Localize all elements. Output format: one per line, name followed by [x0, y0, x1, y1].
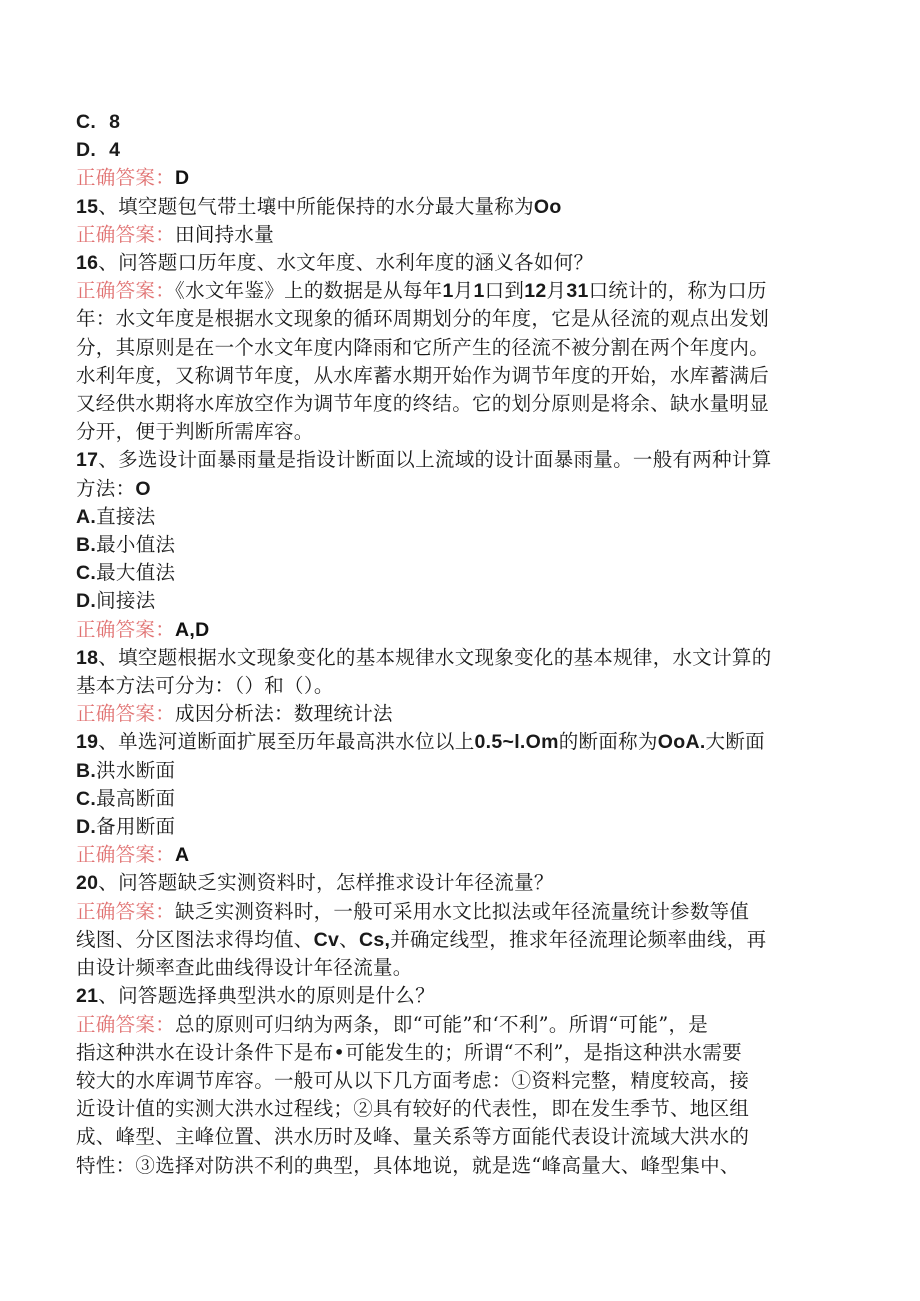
answer-label: 正确答案：	[76, 166, 176, 190]
option-letter: D.	[76, 590, 97, 613]
option-letter: B.	[76, 759, 97, 782]
answer-label: 正确答案：	[76, 899, 176, 923]
question-19	[76, 728, 846, 756]
question-text: 、多选设计面暴雨量是指设计断面以上流域的设计面暴雨量。一般有两种计算	[98, 448, 772, 472]
option-a	[76, 503, 846, 531]
answer-21	[76, 1011, 846, 1180]
answer-number: 1	[473, 280, 485, 303]
answer-value: D	[175, 167, 190, 190]
option-letter: C.	[76, 562, 97, 585]
question-text: 、单选河道断面扩展至历年最高洪水位以上	[98, 730, 475, 754]
question-21	[76, 982, 846, 1010]
answer-text: 近设计值的实测大洪水过程线；②具有较好的代表性，即在发生季节、地区组	[76, 1097, 750, 1121]
question-text: 、问答题缺乏实测资料时，怎样推求设计年径流量？	[98, 871, 554, 895]
option-d	[76, 813, 846, 841]
question-tail: Oo	[533, 195, 562, 218]
answer-text: 口统计的，称为口历	[588, 279, 767, 303]
question-text: 、问答题口历年度、水文年度、水利年度的涵义各如何？	[98, 251, 594, 275]
option-letter: D.	[76, 139, 97, 162]
question-range: 0.5~l.Om	[474, 731, 559, 754]
option-letter: C.	[76, 787, 97, 810]
answer-label: 正确答案：	[76, 279, 176, 303]
document-page	[76, 108, 846, 1180]
answer-value: 田间持水量	[175, 222, 275, 246]
question-15	[76, 193, 846, 221]
question-number: 19	[76, 731, 99, 754]
answer-text: 、	[339, 927, 359, 951]
answer-text: 分，其原则是在一个水文年度内降雨和它所产生的径流不被分割在两个年度内。	[76, 335, 770, 359]
answer-label: 正确答案：	[76, 843, 176, 867]
option-c	[76, 559, 846, 587]
answer-text: 特性：③选择对防洪不利的典型，具体地说，就是选“峰高量大、峰型集中、	[76, 1153, 740, 1177]
question-number: 17	[76, 449, 99, 472]
answer-value: A,D	[175, 618, 210, 641]
question-text: 基本方法可分为：（）和（）。	[76, 674, 334, 698]
answer-label: 正确答案：	[76, 702, 176, 726]
question-18	[76, 644, 846, 700]
answer-text: 年：水文年度是根据水文现象的循环周期划分的年度，它是从径流的观点出发划	[76, 307, 770, 331]
answer-number: 31	[566, 280, 589, 303]
question-tail: OoA.	[657, 731, 706, 754]
answer-text: 又经供水期将水库放空作为调节年度的终结。它的划分原则是将余、缺水量明显	[76, 392, 770, 416]
answer-text: 指这种洪水在设计条件下是布•可能发生的；所谓“不利”，是指这种洪水需要	[76, 1040, 742, 1064]
answer-text: 并确定线型，推求年径流理论频率曲线，再	[390, 927, 767, 951]
option-letter: B.	[76, 534, 97, 557]
answer-number: 1	[442, 280, 454, 303]
answer-15	[76, 221, 846, 249]
question-number: 15	[76, 195, 99, 218]
answer-17	[76, 616, 846, 644]
question-text: 、填空题根据水文现象变化的基本规律水文现象变化的基本规律，水文计算的	[98, 645, 772, 669]
question-20	[76, 869, 846, 897]
question-text: 、问答题选择典型洪水的原则是什么？	[98, 984, 435, 1008]
answer-symbol: Cv	[313, 928, 340, 951]
option-letter: D.	[76, 816, 97, 839]
question-number: 20	[76, 872, 99, 895]
answer-14	[76, 164, 846, 192]
question-tail: O	[135, 477, 151, 500]
option-c	[76, 108, 846, 136]
question-17	[76, 446, 846, 502]
answer-text: 分开，便于判断所需库容。	[76, 420, 314, 444]
option-text: 4	[109, 139, 121, 162]
answer-20	[76, 898, 846, 983]
option-b	[76, 757, 846, 785]
option-text: 最高断面	[96, 786, 176, 810]
answer-text: 较大的水库调节库容。一般可从以下几方面考虑：①资料完整，精度较高，接	[76, 1068, 750, 1092]
answer-text: 口到	[484, 279, 525, 303]
answer-value: 成因分析法：数理统计法	[175, 702, 393, 726]
question-text: 、填空题包气带土壤中所能保持的水分最大量称为	[98, 194, 534, 218]
question-number: 16	[76, 252, 99, 275]
answer-label: 正确答案：	[76, 617, 176, 641]
question-16	[76, 249, 846, 277]
option-text: 最小值法	[96, 533, 176, 557]
question-text: 的断面称为	[558, 730, 658, 754]
answer-text: 线图、分区图法求得均值、	[76, 927, 314, 951]
answer-text: 《水文年鉴》上的数据是从每年	[175, 279, 443, 303]
question-number: 21	[76, 985, 99, 1008]
option-text: 最大值法	[96, 561, 176, 585]
answer-text: 成、峰型、主峰位置、洪水历时及峰、量关系等方面能代表设计流域大洪水的	[76, 1125, 750, 1149]
answer-text: 由设计频率查此曲线得设计年径流量。	[76, 956, 413, 980]
answer-16	[76, 277, 846, 446]
answer-text: 月	[453, 279, 474, 303]
option-d	[76, 136, 846, 164]
answer-19	[76, 841, 846, 869]
answer-text: 水利年度，又称调节年度，从水库蓄水期开始作为调节年度的开始，水库蓄满后	[76, 363, 770, 387]
option-letter: C.	[76, 111, 97, 133]
option-text: 洪水断面	[96, 758, 176, 782]
option-b	[76, 531, 846, 559]
option-c	[76, 785, 846, 813]
question-text: 方法：	[76, 476, 136, 500]
answer-number: 12	[524, 280, 547, 303]
answer-symbol: Cs,	[358, 928, 391, 951]
answer-18	[76, 700, 846, 728]
question-number: 18	[76, 646, 99, 669]
option-text: 直接法	[96, 504, 156, 528]
answer-text: 总的原则可归纳为两条，即“可能”和‘不利”。所谓“可能”，是	[175, 1012, 709, 1036]
option-text: 8	[109, 111, 121, 133]
answer-text: 月	[546, 279, 567, 303]
answer-label: 正确答案：	[76, 222, 176, 246]
option-text: 大断面	[705, 730, 765, 754]
answer-value: A	[175, 844, 190, 867]
option-text: 间接法	[96, 589, 156, 613]
option-text: 备用断面	[96, 815, 176, 839]
option-letter: A.	[76, 505, 97, 528]
answer-label: 正确答案：	[76, 1012, 176, 1036]
answer-text: 缺乏实测资料时，一般可采用水文比拟法或年径流量统计参数等值	[175, 899, 750, 923]
option-d	[76, 587, 846, 615]
